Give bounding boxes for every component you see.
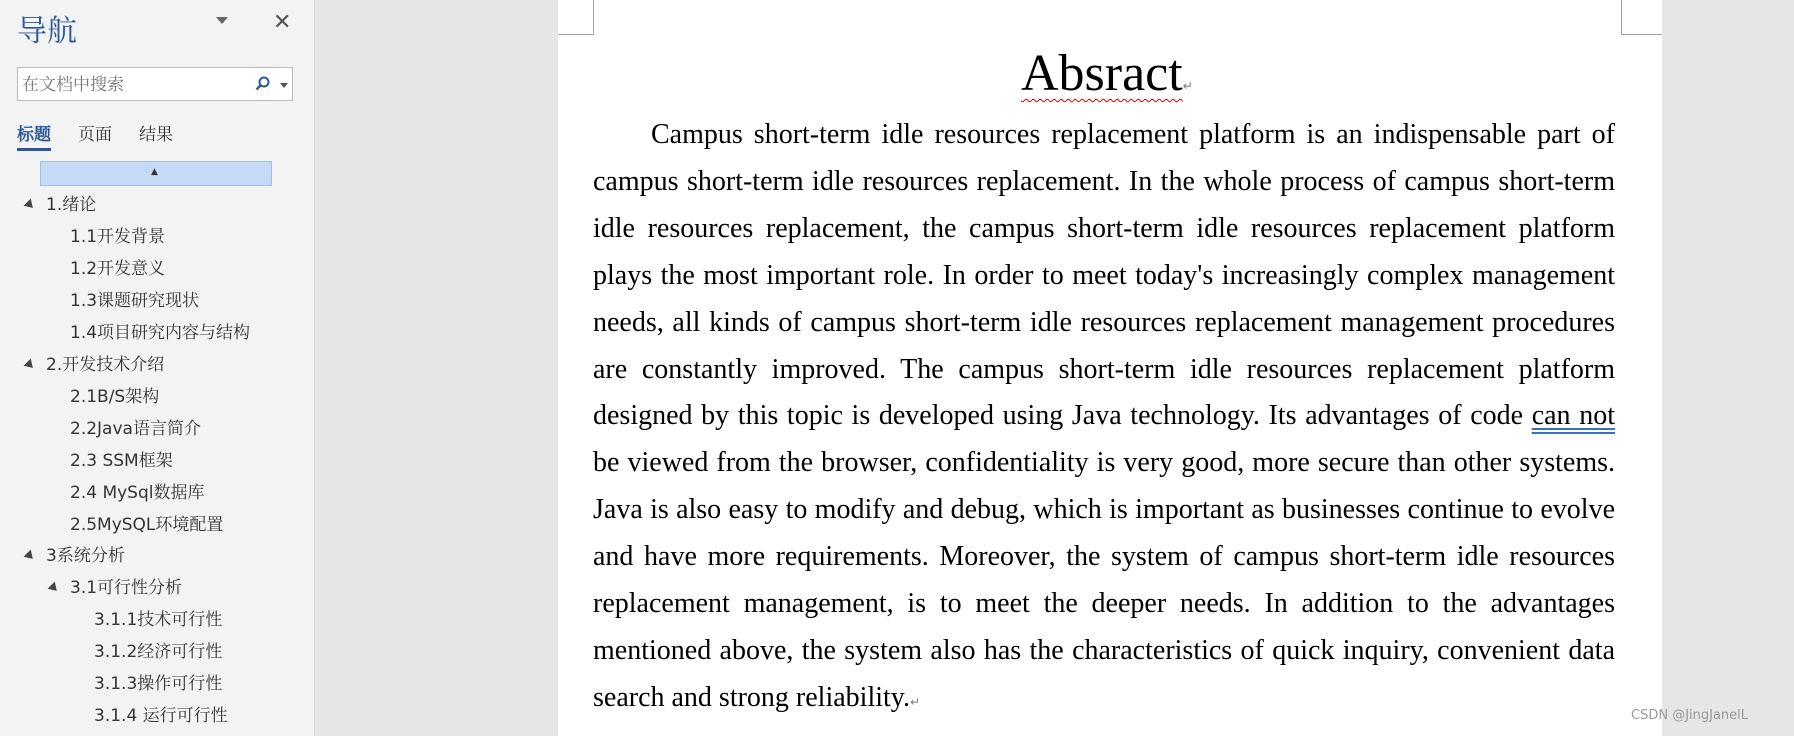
- abstract-paragraph[interactable]: [593, 112, 1615, 726]
- search-input[interactable]: [20, 72, 249, 98]
- grammar-flagged-text[interactable]: can not: [1531, 400, 1615, 432]
- tree-heading-item[interactable]: 2.2Java语言简介: [70, 419, 201, 439]
- tab-results[interactable]: 结果: [139, 125, 173, 145]
- tree-expand-icon[interactable]: [24, 359, 37, 372]
- page-corner-mark-left: [558, 0, 594, 35]
- tree-heading-item[interactable]: 2.3 SSM框架: [70, 451, 173, 471]
- tree-heading-item[interactable]: 1.2开发意义: [70, 259, 166, 279]
- search-options-caret-icon[interactable]: [280, 83, 288, 88]
- tree-heading-item[interactable]: 1.1开发背景: [70, 227, 166, 247]
- tree-heading-item[interactable]: 2.4 MySql数据库: [70, 483, 205, 503]
- tab-pages[interactable]: 页面: [78, 125, 112, 145]
- tree-heading-item[interactable]: 3.1可行性分析: [70, 578, 183, 598]
- paragraph-mark-icon: ↵: [1182, 79, 1193, 93]
- navigation-pane: [0, 0, 315, 736]
- tree-expand-icon[interactable]: [24, 199, 37, 212]
- tree-heading-item[interactable]: 1.4项目研究内容与结构: [70, 323, 251, 343]
- nav-pane-title: 导航: [17, 14, 77, 49]
- search-icon[interactable]: [254, 75, 272, 93]
- tree-expand-icon[interactable]: [48, 582, 61, 595]
- nav-options-dropdown-icon[interactable]: [216, 17, 228, 24]
- tree-heading-item[interactable]: 2.5MySQL环境配置: [70, 515, 224, 535]
- tree-heading-item[interactable]: 3系统分析: [46, 546, 125, 566]
- search-box[interactable]: [17, 67, 293, 101]
- watermark: CSDN @JingJanelL: [1631, 708, 1749, 723]
- abstract-text-after: be viewed from the browser, confidentiality is very good, more secure than other systems. Java is also easy to modify and debug, which is important as businesses continue to evolve and have more requirements. Moreover, the system of campus short-term idle resources replacement management, is to meet the deeper needs. In addition to the advantages mentioned above, the system also has the characteristics of quick inquiry, convenient data search and strong reliability.: [593, 447, 1615, 713]
- collapse-up-icon: ▲: [151, 167, 158, 177]
- collapse-headings-bar[interactable]: [40, 161, 272, 186]
- document-title[interactable]: [1021, 44, 1193, 103]
- tree-heading-item[interactable]: 2.开发技术介绍: [46, 355, 165, 375]
- tree-heading-item[interactable]: 1.3课题研究现状: [70, 291, 200, 311]
- tree-heading-item[interactable]: 3.1.1技术可行性: [94, 610, 223, 630]
- document-title-text: Absract: [1021, 45, 1183, 102]
- tree-heading-item[interactable]: 3.1.2经济可行性: [94, 642, 223, 662]
- tree-heading-item[interactable]: 2.1B/S架构: [70, 387, 160, 407]
- tree-heading-item[interactable]: 1.绪论: [46, 195, 97, 215]
- tree-heading-item[interactable]: 3.1.4 运行可行性: [94, 706, 228, 726]
- document-page: [558, 0, 1662, 736]
- abstract-text-before: Campus short-term idle resources replacement platform is an indispensable part of campus short-term idle resources replacement. In the whole process of campus short-term idle resources replacement, the campus short-term idle resources replacement platform plays the most important role. In order to meet today's increasingly complex management needs, all kinds of campus short-term idle resources replacement management procedures are constantly improved. The campus short-term idle resources replacement platform designed by this topic is developed using Java technology. Its advantages of code: [593, 119, 1615, 432]
- close-icon[interactable]: ✕: [273, 10, 292, 35]
- tree-heading-item[interactable]: 3.1.3操作可行性: [94, 674, 223, 694]
- tree-expand-icon[interactable]: [24, 550, 37, 563]
- paragraph-mark-icon: ↵: [909, 694, 921, 709]
- page-corner-mark-right: [1621, 0, 1662, 35]
- tab-headings[interactable]: 标题: [17, 120, 51, 145]
